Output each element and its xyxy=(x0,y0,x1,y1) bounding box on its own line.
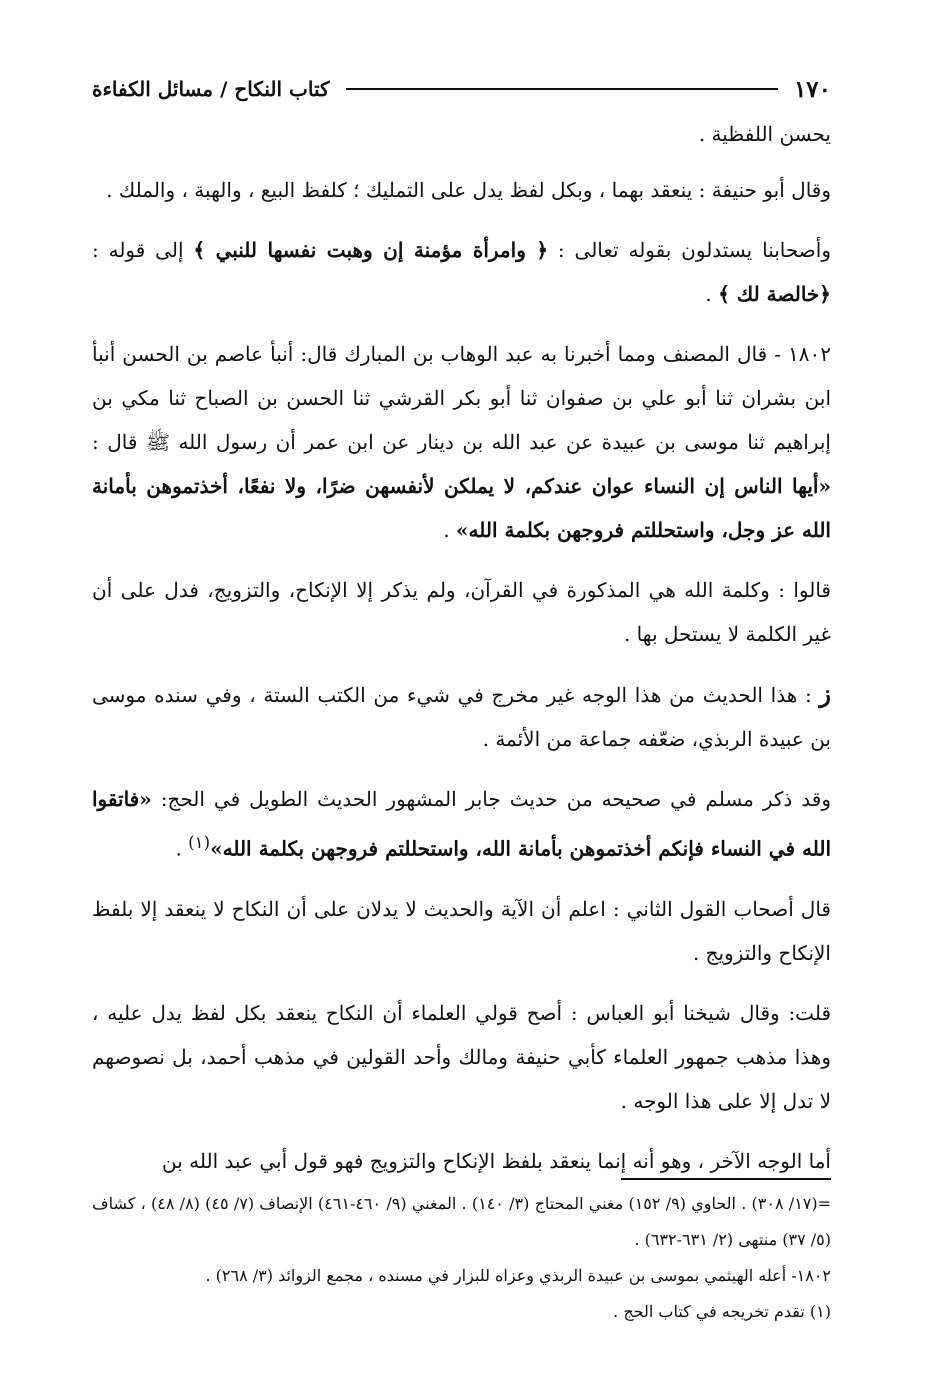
annotation-marker: ز xyxy=(819,679,831,708)
hadith-text: «فاتقوا الله في النساء فإنكم أخذتموهن بأمانة الله، واستحللتم فروجهن بكلمة الله» xyxy=(92,787,831,861)
footnote-rule xyxy=(621,1178,831,1180)
page-number: ١٧٠ xyxy=(793,75,831,103)
header-rule xyxy=(346,88,778,90)
paragraph-text: : هذا الحديث من هذا الوجه غير مخرج في شيء من الكتب الستة ، وفي سنده موسى بن عبيدة الربذي، ضعّفه جماعة من الأئمة . xyxy=(92,683,831,751)
paragraph xyxy=(92,228,831,316)
quran-quote: ﴿ وامرأة مؤمنة إن وهبت نفسها للنبي ﴾ xyxy=(193,238,549,262)
paragraph: وقال أبو حنيفة : ينعقد بهما ، وبكل لفظ يدل على التمليك ؛ كلفظ البيع ، والهبة ، والملك . xyxy=(106,178,831,202)
paragraph xyxy=(92,777,831,871)
running-title: كتاب النكاح / مسائل الكفاءة xyxy=(92,77,330,101)
paragraph xyxy=(92,672,831,761)
paragraph-text: . xyxy=(705,282,719,306)
paragraph: قالوا : وكلمة الله هي المذكورة في القرآن، ولم يذكر إلا الإنكاح، والتزويج، فدل على أن غير الكلمة لا يستحل بها . xyxy=(92,578,831,646)
paragraph: أما الوجه الآخر ، وهو أنه إنما ينعقد بلفظ الإنكاح والتزويج فهو قول أبي عبد الله بن xyxy=(162,1148,831,1173)
paragraph-text: . xyxy=(175,836,189,861)
paragraph-text: وقد ذكر مسلم في صحيحه من حديث جابر المشهور الحديث الطويل في الحج: xyxy=(151,787,832,811)
footnote-reference: (١) xyxy=(188,833,211,852)
footnote: =(١٧/ ٣٠٨) . الحاوي (٩/ ١٥٢) مغني المحتاج (٣/ ١٤٠) . المغني (٩/ ٤٦٠-٤٦١) الإنصاف (٧/ ٤٥) (٨/ ٤٨) ، كشاف (٥/ ٣٧) منتهى (٢/ ٦٣١-٦٣٢) . xyxy=(92,1194,832,1249)
footnotes xyxy=(92,1186,831,1330)
hadith-text: «أيها الناس إن النساء عوان عندكم، لا يملكن لأنفسهن ضرًا، ولا نفعًا، أخذتموهن بأمانة الله عز وجل، واستحللتم فروجهن بكلمة الله» xyxy=(92,474,831,542)
paragraph-text: إلى قوله : xyxy=(92,238,194,262)
paragraph: يحسن اللفظية . xyxy=(698,122,831,146)
paragraph: قال أصحاب القول الثاني : اعلم أن الآية والحديث لا يدلان على أن النكاح لا ينعقد إلا بلفظ الإنكاح والتزويج . xyxy=(92,896,831,965)
paragraph-text: وأصحابنا يستدلون بقوله تعالى : xyxy=(548,238,831,262)
footnote: (١) تقدم تخريجه في كتاب الحج . xyxy=(613,1302,831,1321)
paragraph: قلت: وقال شيخنا أبو العباس : أصح قولي العلماء أن النكاح ينعقد بكل لفظ يدل عليه ، وهذا مذهب جمهور العلماء كأبي حنيفة ومالك وأحد القولين في مذهب أحمد، بل نصوصهم لا تدل إلا على هذا الوجه . xyxy=(92,1000,831,1113)
main-text xyxy=(92,112,831,1199)
paragraph xyxy=(92,332,831,552)
quran-quote: ﴿خالصة لك ﴾ xyxy=(718,282,831,306)
paragraph-text: . xyxy=(443,518,457,542)
page-header xyxy=(92,74,831,104)
hadith-isnad: ١٨٠٢ - قال المصنف ومما أخبرنا به عبد الوهاب بن المبارك قال: أنبأ عاصم بن الحسن أنبأ ابن بشران ثنا أبو علي بن صفوان ثنا أبو بكر القرشي ثنا الحسن بن الصباح ثنا مكي بن إبراهيم ثنا موسى بن عبيدة عن عبد الله بن دينار عن ابن عمر أن رسول الله ﷺ قال : xyxy=(92,342,831,454)
footnote: ١٨٠٢- أعله الهيثمي بموسى بن عبيدة الربذي وعزاه للبزار في مسنده ، مجمع الزوائد (٣/ ٢٦٨) . xyxy=(205,1266,831,1285)
